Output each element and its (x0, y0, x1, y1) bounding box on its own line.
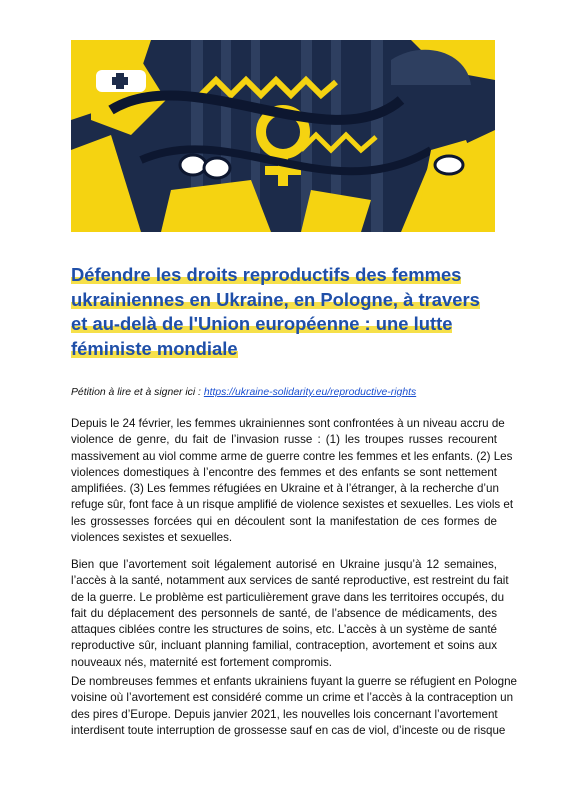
title-line-3: et au-delà de l'Union européenne : une lutte (71, 313, 453, 334)
paragraph-line: de la guerre. Le problème est particulièrement grave dans les territoires occupés, du (71, 590, 505, 604)
paragraph-line: des pires d’Europe. Depuis janvier 2021, les nouvelles lois concernant l’avortement (71, 707, 498, 721)
title-line-1: Défendre les droits reproductifs des femmes (71, 264, 462, 285)
title-line-4: féministe mondiale (71, 337, 238, 359)
paragraph-line: l’accès à la santé, notamment aux services de santé reproductive, est restreint du fait (71, 574, 509, 588)
title-line-2: ukrainiennes en Ukraine, en Pologne, à travers (71, 288, 480, 310)
petition-prefix: Pétition à lire et à signer ici : (71, 387, 204, 398)
paragraph-line: violences sexistes et sexuelles. (71, 531, 233, 545)
paragraph-line: voisine où l’avortement est considéré comme un crime et l’accès à la contraception un (71, 691, 514, 705)
paragraph-line: reproductive sûr, incluant planning familial, contraception, avortement et soins aux (71, 639, 497, 653)
document-title (71, 263, 495, 361)
paragraph-line: fait du déplacement des personnels de santé, de l’absence de médicaments, des (71, 606, 497, 620)
paragraph-line: Bien que l’avortement soit légalement autorisé en Ukraine jusqu’à 12 semaines, (71, 558, 497, 571)
paragraph-2 (71, 557, 509, 671)
paragraph-line: violence de genre, du fait de l’invasion russe : (1) les troupes russes recourent (71, 433, 497, 447)
paragraph-line: violences domestiques à l’encontre des femmes et des enfants se sont nettement (71, 465, 497, 479)
paragraph-line: amplifiées. (3) Les femmes réfugiées en Ukraine et à l’étranger, à la recherche d’un (71, 482, 499, 496)
paragraph-line: massivement au viol comme arme de guerre contre les femmes et les enfants. (2) Les (71, 449, 513, 463)
paragraph-line: refuge sûr, font face à un risque amplifié de violence sexistes et sexuelles. Les viols et (71, 498, 514, 512)
paragraph-line: nouveaux nés, maternité est fortement compromis. (71, 655, 332, 669)
header-illustration (71, 40, 495, 232)
paragraph-line: attaques ciblées contre les structures de soins, etc. L’accès à un système de santé (71, 623, 497, 637)
petition-line (71, 387, 495, 398)
paragraph-1 (71, 416, 514, 546)
paragraph-line: interdisent toute interruption de grossesse sauf en cas de viol, d’inceste ou de risque (71, 723, 506, 737)
paragraph-line: Depuis le 24 février, les femmes ukrainiennes sont confrontées à un niveau accru de (71, 417, 505, 430)
paragraph-line: De nombreuses femmes et enfants ukrainiens fuyant la guerre se réfugient en Pologne (71, 675, 517, 688)
paragraph-line: les grossesses forcées qui en découlent sont la manifestation de ces formes de (71, 514, 497, 528)
petition-link[interactable]: https://ukraine-solidarity.eu/reproductive-rights (203, 387, 417, 398)
paragraph-3 (71, 674, 517, 739)
